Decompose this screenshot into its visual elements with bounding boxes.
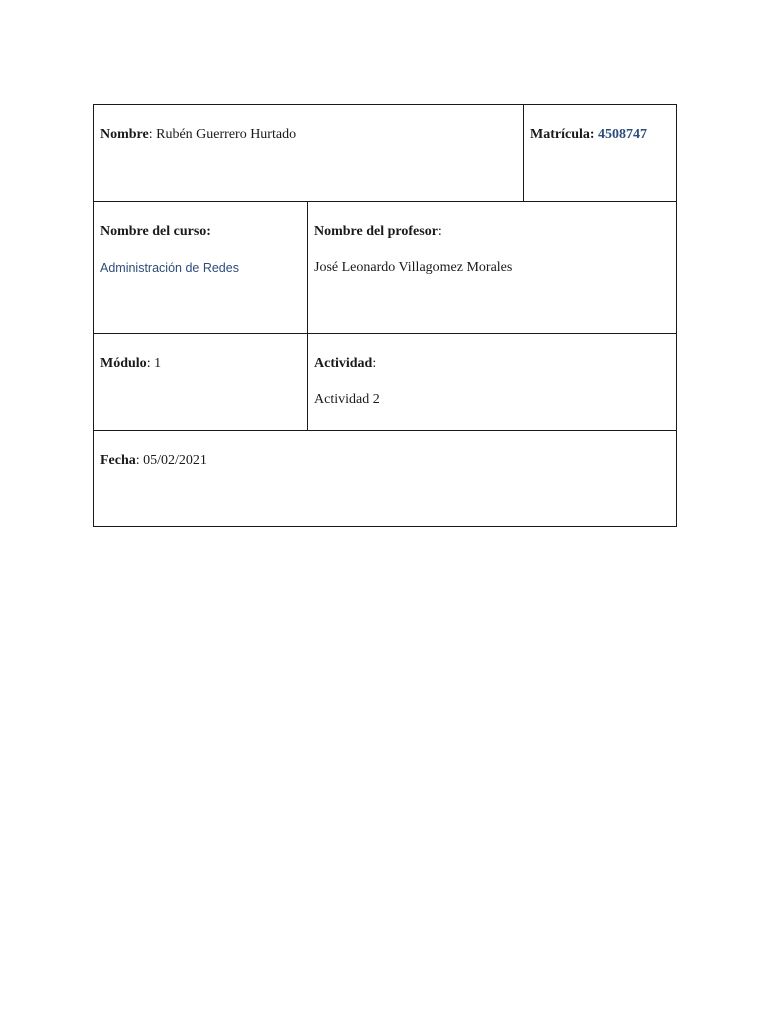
matricula-line bbox=[530, 126, 670, 144]
nombre-label: Nombre bbox=[100, 127, 149, 142]
row-date bbox=[94, 431, 677, 527]
cover-info-table bbox=[93, 104, 677, 527]
nombre-line bbox=[100, 126, 517, 144]
row-student bbox=[94, 105, 677, 202]
fecha-value: 05/02/2021 bbox=[143, 453, 207, 468]
fecha-line bbox=[100, 452, 670, 470]
actividad-line bbox=[314, 355, 670, 373]
nombre-separator: : bbox=[148, 127, 157, 142]
fecha-label: Fecha bbox=[100, 453, 136, 468]
actividad-label: Actividad bbox=[314, 356, 373, 371]
actividad-value: Actividad 2 bbox=[314, 392, 380, 407]
row-module bbox=[94, 334, 677, 431]
modulo-label: Módulo bbox=[100, 356, 147, 371]
profesor-value: José Leonardo Villagomez Morales bbox=[314, 260, 513, 275]
cell-fecha bbox=[94, 431, 677, 527]
actividad-separator: : bbox=[372, 356, 377, 371]
profesor-line bbox=[314, 223, 670, 241]
cell-profesor bbox=[308, 202, 677, 334]
cell-nombre bbox=[94, 105, 524, 202]
cell-matricula bbox=[524, 105, 677, 202]
fecha-separator: : bbox=[135, 453, 144, 468]
matricula-label: Matrícula: bbox=[530, 127, 599, 142]
curso-label: Nombre del curso: bbox=[100, 224, 211, 239]
modulo-value: 1 bbox=[154, 356, 162, 371]
matricula-value: 4508747 bbox=[598, 127, 648, 142]
cell-modulo bbox=[94, 334, 308, 431]
row-course bbox=[94, 202, 677, 334]
cell-actividad bbox=[308, 334, 677, 431]
profesor-label: Nombre del profesor bbox=[314, 224, 438, 239]
curso-value: Administración de Redes bbox=[100, 261, 239, 275]
modulo-line bbox=[100, 355, 301, 373]
nombre-value: Rubén Guerrero Hurtado bbox=[156, 127, 297, 142]
cell-curso bbox=[94, 202, 308, 334]
profesor-separator: : bbox=[437, 224, 442, 239]
modulo-separator: : bbox=[146, 356, 155, 371]
